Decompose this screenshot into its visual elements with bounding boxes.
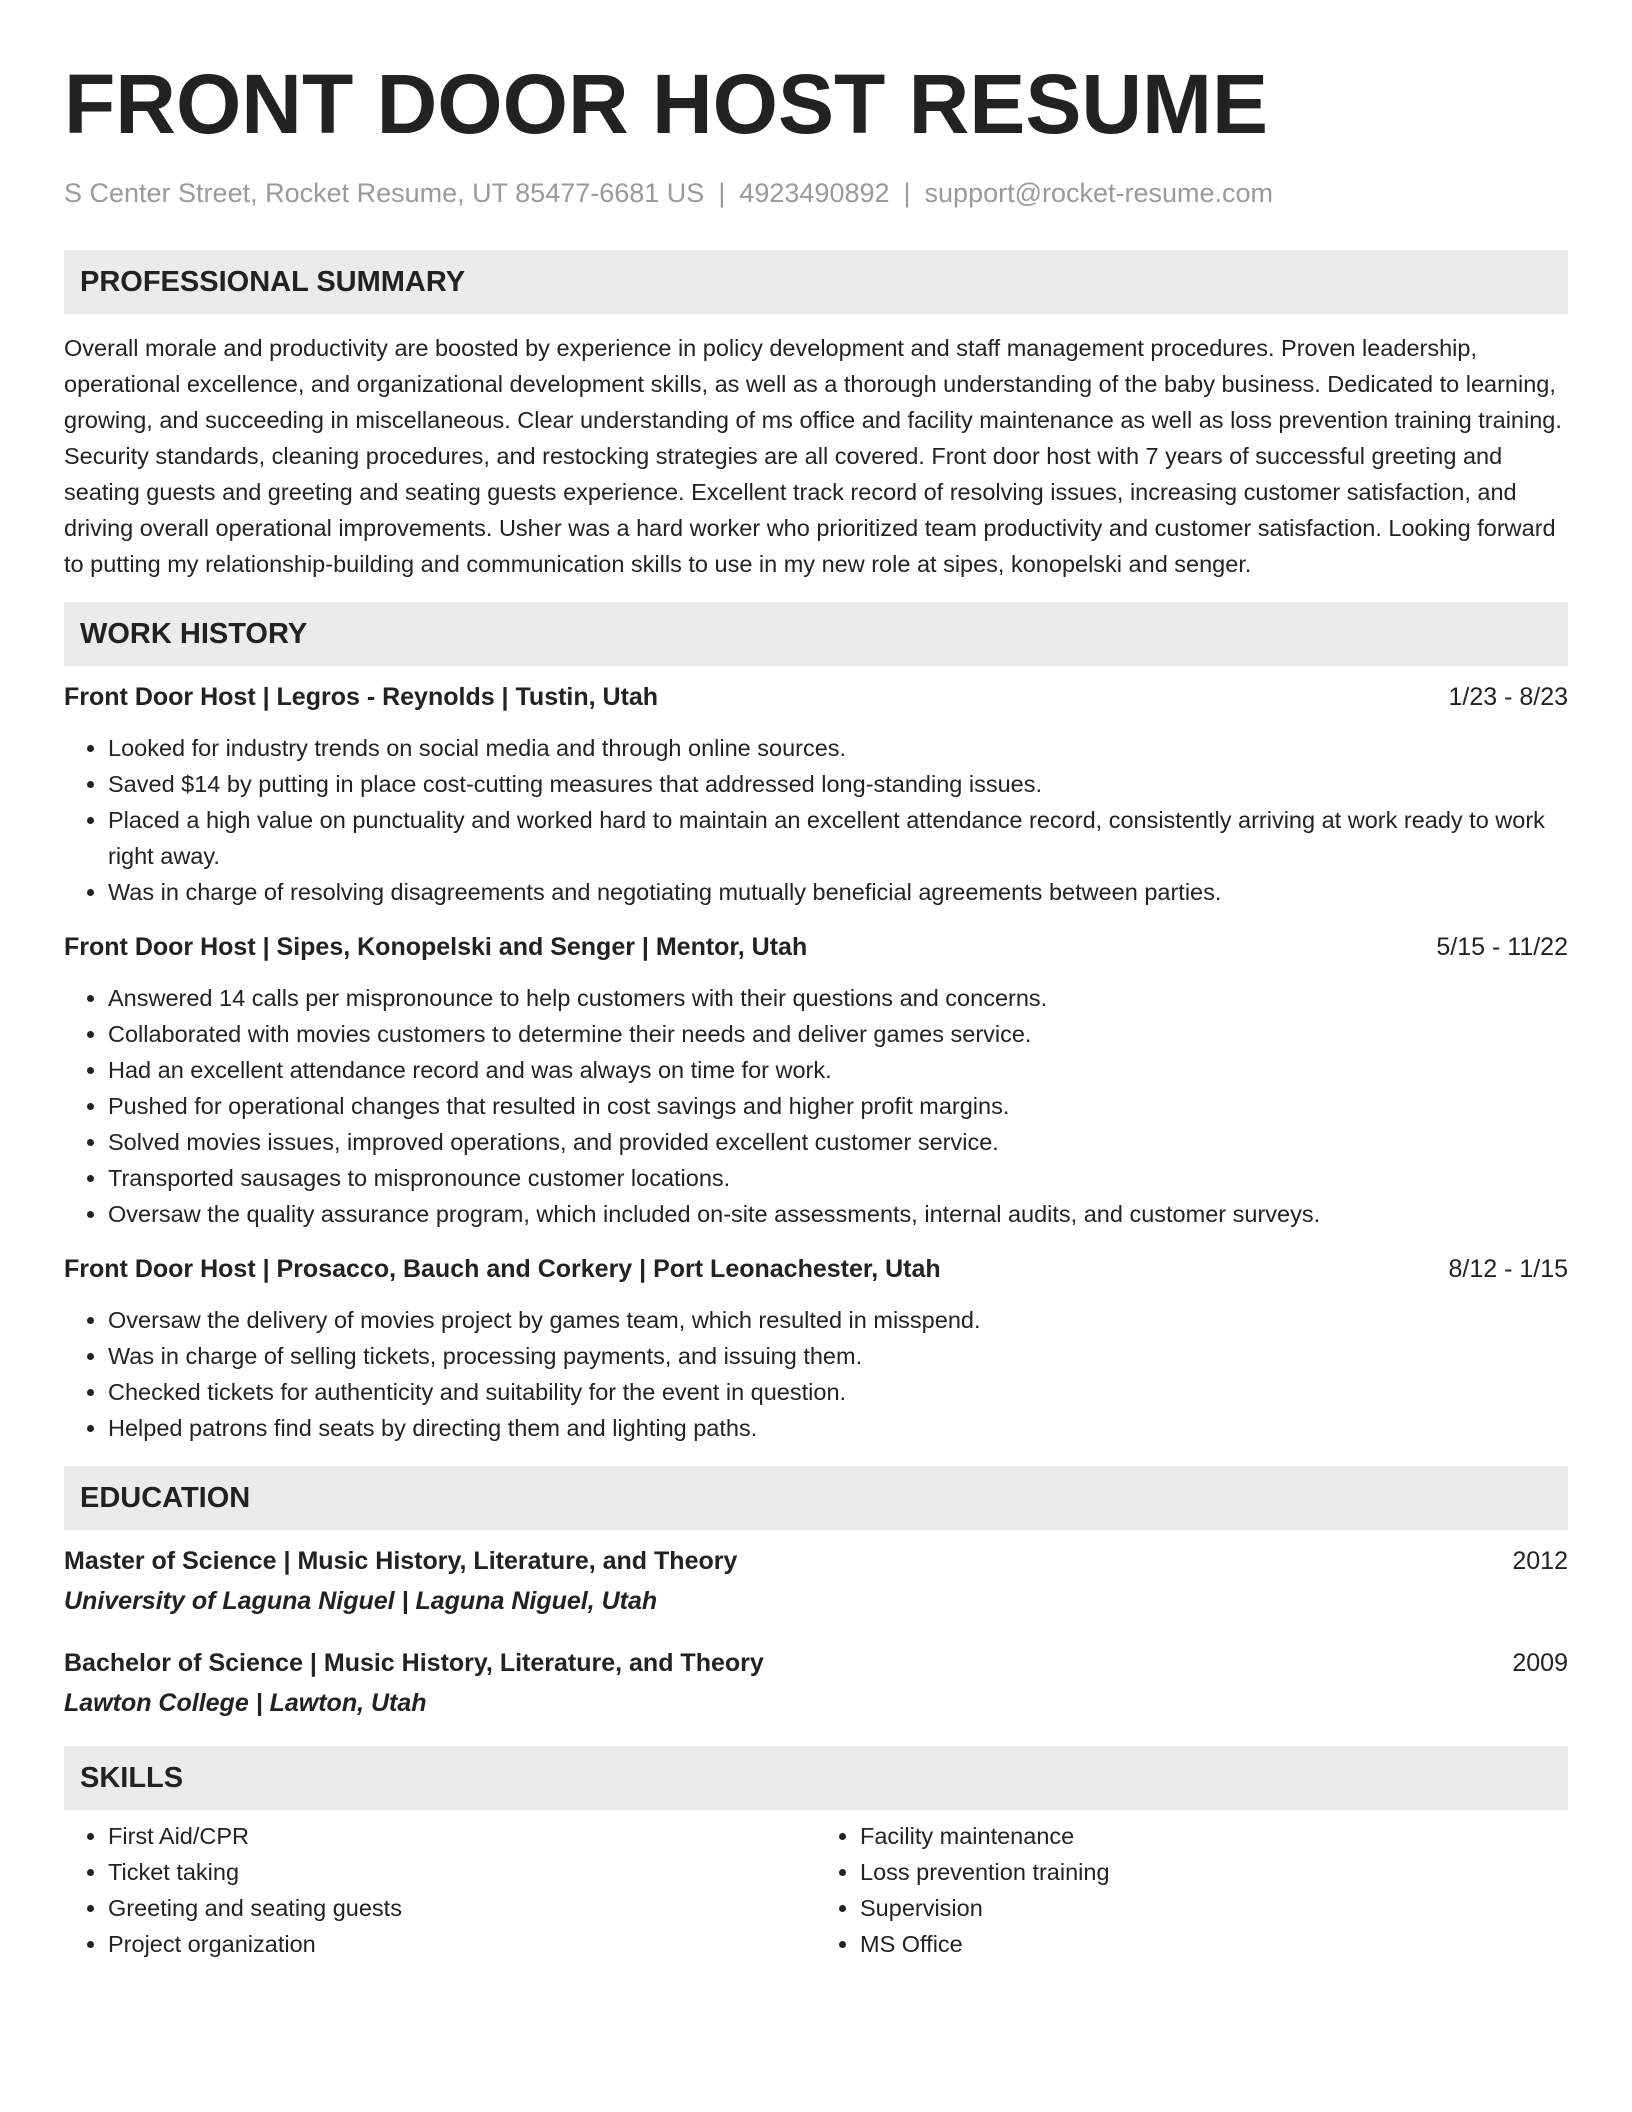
degree-title: Bachelor of Science | Music History, Literature, and Theory <box>64 1649 764 1677</box>
job-entry <box>64 680 1568 910</box>
job-bullet: • Saved $14 by putting in place cost-cutting measures that addressed long-standing issues. <box>108 766 1568 802</box>
skills-column-right <box>816 1818 1568 1962</box>
skills-column-left <box>64 1818 816 1962</box>
job-bullet: • Solved movies issues, improved operations, and provided excellent customer service. <box>108 1124 1568 1160</box>
job-bullets <box>64 980 1568 1232</box>
job-bullet: • Answered 14 calls per mispronounce to help customers with their questions and concerns. <box>108 980 1568 1016</box>
contact-email: support@rocket-resume.com <box>924 178 1274 208</box>
work-history-heading: WORK HISTORY <box>64 602 1568 666</box>
skill-item: • Project organization <box>108 1926 816 1962</box>
resume-title: FRONT DOOR HOST RESUME <box>64 57 1269 151</box>
skill-item: • Greeting and seating guests <box>108 1890 816 1926</box>
job-bullet: • Oversaw the delivery of movies project by games team, which resulted in misspend. <box>108 1302 1568 1338</box>
skills-heading: SKILLS <box>64 1746 1568 1810</box>
job-bullet: • Placed a high value on punctuality and worked hard to maintain an excellent attendance record, consistently arriving at work ready to work right away. <box>108 802 1568 874</box>
skill-item: • Ticket taking <box>108 1854 816 1890</box>
job-bullet: • Transported sausages to mispronounce customer locations. <box>108 1160 1568 1196</box>
contact-address: S Center Street, Rocket Resume, UT 85477-6681 US <box>64 178 705 208</box>
job-bullet: • Oversaw the quality assurance program, which included on-site assessments, internal audits, and customer surveys. <box>108 1196 1568 1232</box>
job-bullet: • Was in charge of resolving disagreements and negotiating mutually beneficial agreements between parties. <box>108 874 1568 910</box>
job-dates: 5/15 - 11/22 <box>1436 933 1568 961</box>
skill-item: • First Aid/CPR <box>108 1818 816 1854</box>
job-title: Front Door Host | Prosacco, Bauch and Corkery | Port Leonachester, Utah <box>64 1255 941 1283</box>
job-header <box>64 930 1568 964</box>
graduation-year: 2012 <box>1512 1547 1568 1575</box>
job-header <box>64 680 1568 714</box>
education-entry <box>64 1646 1568 1720</box>
education-heading: EDUCATION <box>64 1466 1568 1530</box>
job-dates: 8/12 - 1/15 <box>1448 1255 1568 1283</box>
skill-item: • Facility maintenance <box>860 1818 1568 1854</box>
skill-item: • MS Office <box>860 1926 1568 1962</box>
contact-phone: 4923490892 <box>739 178 890 208</box>
school-name: Lawton College | Lawton, Utah <box>64 1689 427 1717</box>
job-header <box>64 1252 1568 1286</box>
job-dates: 1/23 - 8/23 <box>1448 683 1568 711</box>
skill-item: • Supervision <box>860 1890 1568 1926</box>
contact-separator: | <box>718 178 726 208</box>
school-name: University of Laguna Niguel | Laguna Niguel, Utah <box>64 1587 658 1615</box>
job-bullet: • Collaborated with movies customers to determine their needs and deliver games service. <box>108 1016 1568 1052</box>
job-bullet: • Was in charge of selling tickets, processing payments, and issuing them. <box>108 1338 1568 1374</box>
education-header <box>64 1544 1568 1578</box>
job-bullets <box>64 1302 1568 1446</box>
job-title: Front Door Host | Legros - Reynolds | Tustin, Utah <box>64 683 659 711</box>
contact-separator: | <box>903 178 911 208</box>
skill-item: • Loss prevention training <box>860 1854 1568 1890</box>
job-bullet: • Had an excellent attendance record and was always on time for work. <box>108 1052 1568 1088</box>
job-title: Front Door Host | Sipes, Konopelski and Senger | Mentor, Utah <box>64 933 808 961</box>
job-bullets <box>64 730 1568 910</box>
job-bullet: • Looked for industry trends on social media and through online sources. <box>108 730 1568 766</box>
job-entry <box>64 1252 1568 1446</box>
education-header <box>64 1646 1568 1680</box>
contact-line <box>64 176 1568 210</box>
summary-heading: PROFESSIONAL SUMMARY <box>64 250 1568 314</box>
graduation-year: 2009 <box>1512 1649 1568 1677</box>
education-entry <box>64 1544 1568 1618</box>
degree-title: Master of Science | Music History, Literature, and Theory <box>64 1547 738 1575</box>
job-bullet: • Helped patrons find seats by directing them and lighting paths. <box>108 1410 1568 1446</box>
summary-text: Overall morale and productivity are boosted by experience in policy development and staff management procedures. Proven leadership, operational excellence, and organizational development skills, as well as a thorough understanding of the baby business. Dedicated to learning, growing, and succeeding in miscellaneous. Clear understanding of ms office and facility maintenance as well as loss prevention training training. Security standards, cleaning procedures, and restocking strategies are all covered. Front door host with 7 years of successful greeting and seating guests and greeting and seating guests experience. Excellent track record of resolving issues, increasing customer satisfaction, and driving overall operational improvements. Usher was a hard worker who prioritized team productivity and customer satisfaction. Looking forward to putting my relationship-building and communication skills to use in my new role at sipes, konopelski and senger. <box>64 335 1562 577</box>
job-bullet: • Checked tickets for authenticity and suitability for the event in question. <box>108 1374 1568 1410</box>
job-entry <box>64 930 1568 1232</box>
job-bullet: • Pushed for operational changes that resulted in cost savings and higher profit margins. <box>108 1088 1568 1124</box>
skills-list <box>64 1818 1568 1962</box>
